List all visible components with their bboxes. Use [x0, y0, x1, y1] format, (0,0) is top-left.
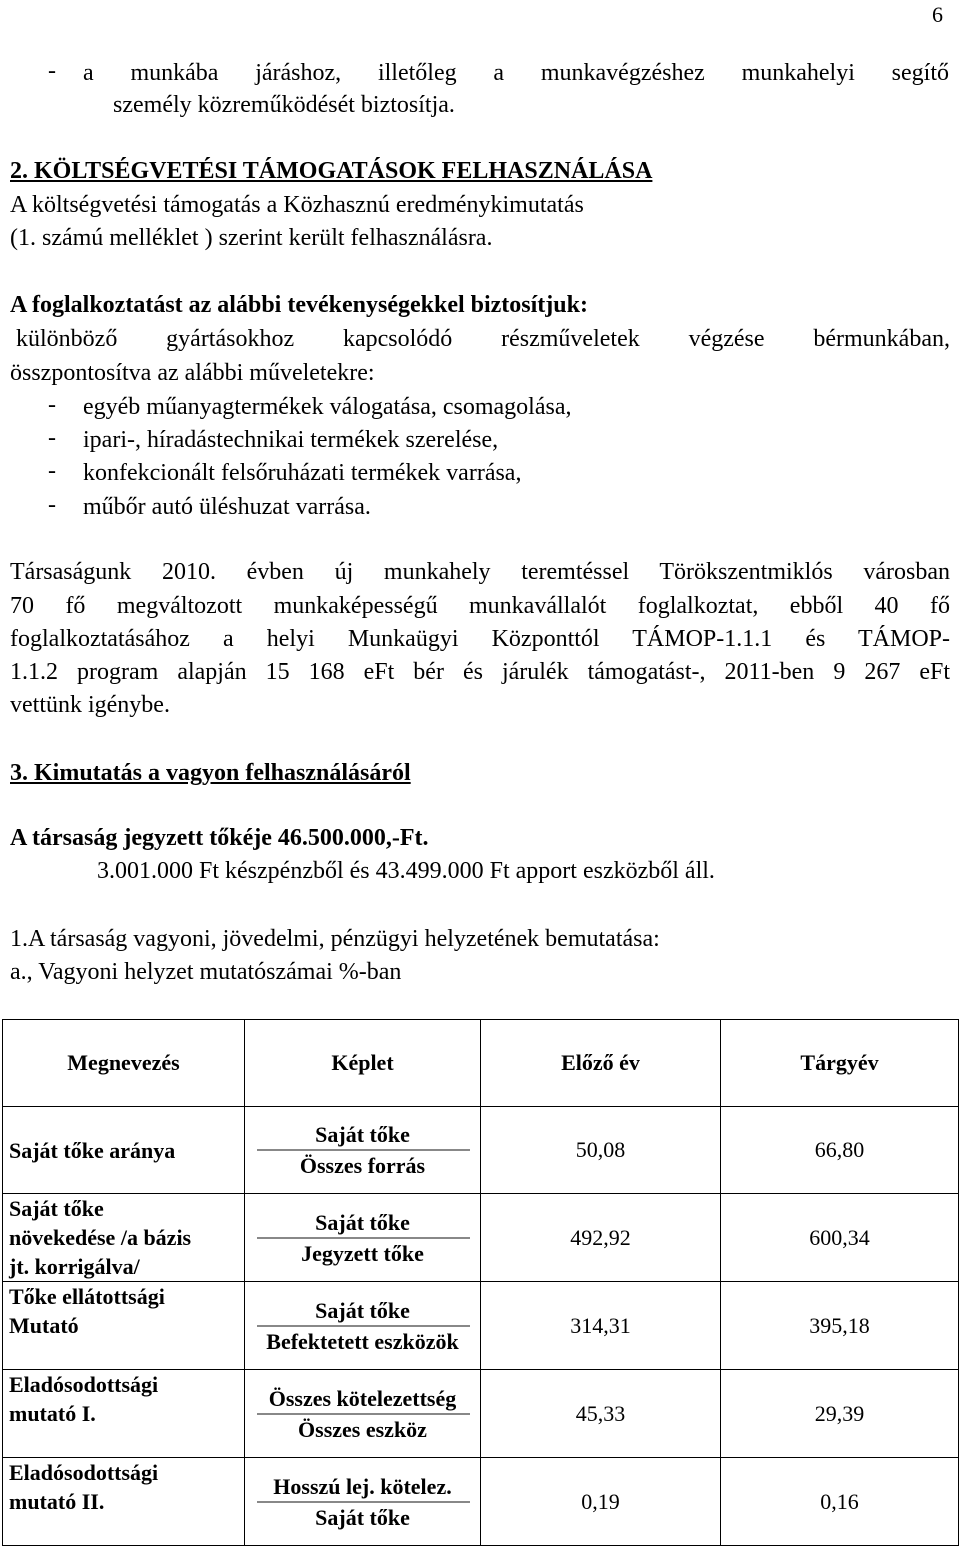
current-year-value: 66,80 — [721, 1107, 959, 1194]
indicator-name-line: mutató II. — [9, 1489, 105, 1514]
column-header: Előző év — [481, 1020, 721, 1107]
paragraph-line: 70 fő megváltozott munkaképességű munkavállalót foglalkoztat, ebből 40 fő — [10, 593, 950, 619]
indicator-table — [2, 1019, 959, 1546]
paragraph-line: különböző gyártásokhoz kapcsolódó részműveletek végzése bérmunkában, — [16, 326, 950, 352]
employment-heading: A foglalkoztatást az alábbi tevékenységekkel biztosítjuk: — [10, 292, 588, 318]
table-row — [3, 1282, 959, 1370]
paragraph-line: 1.1.2 program alapján 15 168 eFt bér és járulék támogatást-, 2011-ben 9 267 eFt — [10, 659, 950, 685]
bullet-dash: - — [48, 58, 56, 84]
section-3-heading: 3. Kimutatás a vagyon felhasználásáról — [10, 760, 411, 786]
indicator-name-line: Eladósodottsági — [9, 1372, 159, 1397]
previous-year-value: 492,92 — [481, 1194, 721, 1282]
formula-numerator: Saját tőke — [315, 1297, 410, 1323]
table-row — [3, 1194, 959, 1282]
formula-numerator: Összes kötelezettség — [268, 1385, 457, 1411]
table-header-row — [3, 1020, 959, 1107]
list-item: ipari-, híradástechnikai termékek szerelése, — [83, 427, 499, 453]
indicator-name — [3, 1194, 245, 1282]
capital-detail: 3.001.000 Ft készpénzből és 43.499.000 Ft apport eszközből áll. — [97, 858, 715, 884]
subheading: a., Vagyoni helyzet mutatószámai %-ban — [10, 959, 402, 985]
bullet-line: személy közreműködését biztosítja. — [113, 92, 455, 118]
list-dash: - — [48, 425, 56, 451]
table-row — [3, 1370, 959, 1458]
formula-numerator: Saját tőke — [315, 1209, 410, 1235]
formula-denominator: Összes eszköz — [298, 1416, 427, 1442]
indicator-name-line: jt. korrigálva/ — [9, 1254, 140, 1279]
column-header: Megnevezés — [3, 1020, 245, 1107]
formula — [245, 1458, 481, 1546]
formula-numerator: Hosszú lej. kötelez. — [273, 1473, 452, 1499]
capital-line: A társaság jegyzett tőkéje 46.500.000,-Ft. — [10, 825, 429, 851]
previous-year-value: 50,08 — [481, 1107, 721, 1194]
previous-year-value: 0,19 — [481, 1458, 721, 1546]
paragraph-line: A költségvetési támogatás a Közhasznú eredménykimutatás — [10, 192, 584, 218]
previous-year-value: 314,31 — [481, 1282, 721, 1370]
subheading: 1.A társaság vagyoni, jövedelmi, pénzügyi helyzetének bemutatása: — [10, 926, 660, 952]
indicator-name-line: Mutató — [9, 1313, 79, 1338]
paragraph-line: Társaságunk 2010. évben új munkahely teremtéssel Törökszentmiklós városban — [10, 559, 950, 585]
indicator-name-line: Eladósodottsági — [9, 1460, 159, 1485]
column-header: Tárgyév — [721, 1020, 959, 1107]
list-dash: - — [48, 492, 56, 518]
paragraph-line: összpontosítva az alábbi műveletekre: — [10, 360, 375, 386]
list-dash: - — [48, 458, 56, 484]
previous-year-value: 45,33 — [481, 1370, 721, 1458]
indicator-name-line: Saját tőke aránya — [9, 1137, 176, 1163]
indicator-name — [3, 1107, 245, 1194]
indicator-name-line: növekedése /a bázis — [9, 1225, 192, 1250]
current-year-value: 600,34 — [721, 1194, 959, 1282]
formula — [245, 1107, 481, 1194]
column-header: Képlet — [245, 1020, 481, 1107]
indicator-name-line: mutató I. — [9, 1401, 96, 1426]
paragraph-line: (1. számú melléklet ) szerint került felhasználásra. — [10, 225, 493, 251]
table-row — [3, 1107, 959, 1194]
section-2-heading: 2. KÖLTSÉGVETÉSI TÁMOGATÁSOK FELHASZNÁLÁSA — [10, 158, 653, 184]
formula-denominator: Összes forrás — [299, 1153, 426, 1178]
table-row — [3, 1458, 959, 1546]
indicator-name-line: Saját tőke — [9, 1196, 104, 1221]
formula-denominator: Saját tőke — [315, 1504, 410, 1530]
formula-denominator: Jegyzett tőke — [301, 1240, 424, 1266]
indicator-name — [3, 1282, 245, 1370]
list-item: műbőr autó üléshuzat varrása. — [83, 494, 371, 520]
bullet-line: a munkába járáshoz, illetőleg a munkavégzéshez munkahelyi segítő — [83, 60, 949, 86]
formula — [245, 1194, 481, 1282]
formula-numerator: Saját tőke — [315, 1122, 410, 1147]
indicator-name — [3, 1370, 245, 1458]
indicator-name — [3, 1458, 245, 1546]
current-year-value: 0,16 — [721, 1458, 959, 1546]
paragraph-line: vettünk igénybe. — [10, 692, 170, 718]
page-number: 6 — [932, 2, 943, 27]
current-year-value: 29,39 — [721, 1370, 959, 1458]
indicator-name-line: Tőke ellátottsági — [9, 1284, 165, 1309]
formula — [245, 1370, 481, 1458]
list-dash: - — [48, 392, 56, 418]
list-item: konfekcionált felsőruházati termékek varrása, — [83, 460, 522, 486]
paragraph-line: foglalkoztatásához a helyi Munkaügyi Központtól TÁMOP-1.1.1 és TÁMOP- — [10, 626, 950, 652]
formula-denominator: Befektetett eszközök — [266, 1328, 459, 1354]
formula — [245, 1282, 481, 1370]
current-year-value: 395,18 — [721, 1282, 959, 1370]
list-item: egyéb műanyagtermékek válogatása, csomagolása, — [83, 394, 572, 420]
